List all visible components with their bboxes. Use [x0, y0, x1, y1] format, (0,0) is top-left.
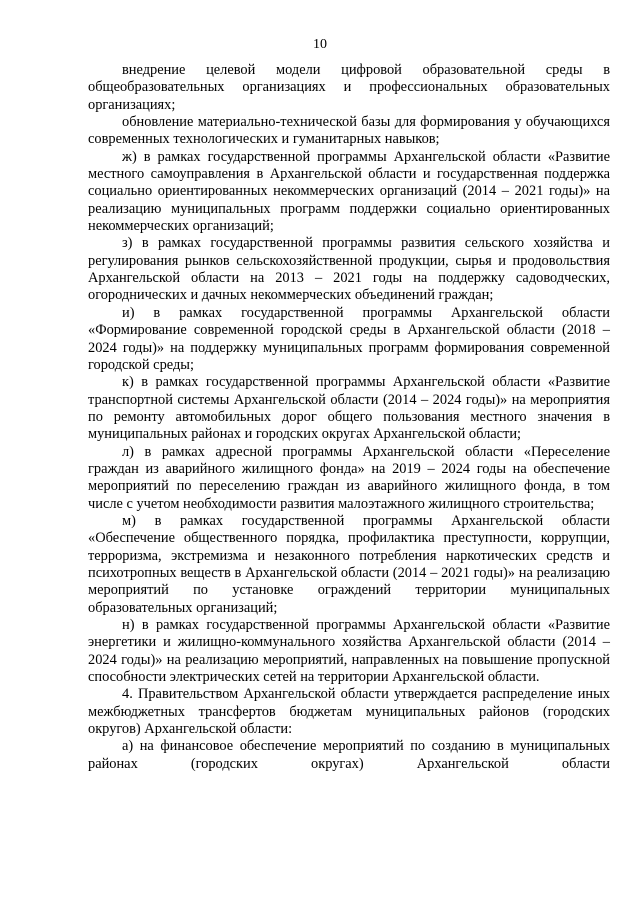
paragraph-item-z: з) в рамках государственной программы развития сельского хозяйства и регулирования рынков сельскохозяйственной продукции, сырья и продовольствия Архангельской области на 2013 – 2021 годы на поддержку садоводческих, огороднических и дачных некоммерческих объединений граждан;	[88, 235, 610, 304]
document-body	[88, 62, 610, 773]
paragraph-item-i: и) в рамках государственной программы Архангельской области «Формирование современной городской среды в Архангельской области (2018 – 2024 годы)» на поддержку муниципальных программ формирования современной городской среды;	[88, 304, 610, 373]
paragraph-digital-environment: внедрение целевой модели цифровой образовательной среды в общеобразовательных организациях и профессиональных образовательных организациях;	[88, 62, 610, 113]
paragraph-item-l: л) в рамках адресной программы Архангельской области «Переселение граждан из аварийного жилищного фонда» на 2019 – 2024 годы на обеспечение мероприятий по переселению граждан из аварийного жилищного фонда, в том числе с учетом необходимости развития малоэтажного жилищного строительства;	[88, 443, 610, 512]
paragraph-item-zh: ж) в рамках государственной программы Архангельской области «Развитие местного самоуправления в Архангельской области и государственная поддержка социально ориентированных некоммерческих организаций (2014 – 2021 годы)» на реализацию муниципальных программ поддержки социально ориентированных некоммерческих организаций;	[88, 148, 610, 235]
paragraph-material-base: обновление материально-технической базы для формирования у обучающихся современных технологических и гуманитарных навыков;	[88, 114, 610, 148]
paragraph-section-4: 4. Правительством Архангельской области утверждается распределение иных межбюджетных трансфертов бюджетам муниципальных районов (городских округов) Архангельской области:	[88, 686, 610, 738]
paragraph-item-m: м) в рамках государственной программы Архангельской области «Обеспечение общественного порядка, профилактика преступности, коррупции, терроризма, экстремизма и незаконного потребления наркотических средств и психотропных веществ в Архангельской области (2014 – 2021 годы)» на реализацию мероприятий по установке ограждений территории муниципальных образовательных организаций;	[88, 512, 610, 616]
paragraph-item-n: н) в рамках государственной программы Архангельской области «Развитие энергетики и жилищно-коммунального хозяйства Архангельской области (2014 – 2024 годы)» на реализацию мероприятий, направленных на повышение пропускной способности электрических сетей на территории Архангельской области.	[88, 617, 610, 686]
paragraph-item-k: к) в рамках государственной программы Архангельской области «Развитие транспортной системы Архангельской области (2014 – 2024 годы)» на мероприятия по ремонту автомобильных дорог общего пользования местного значения в муниципальных районах и городских округах Архангельской области;	[88, 374, 610, 443]
paragraph-item-a: а) на финансовое обеспечение мероприятий по созданию в муниципальных районах (городских округах) Архангельской области	[88, 738, 610, 772]
page-number: 10	[313, 37, 327, 52]
